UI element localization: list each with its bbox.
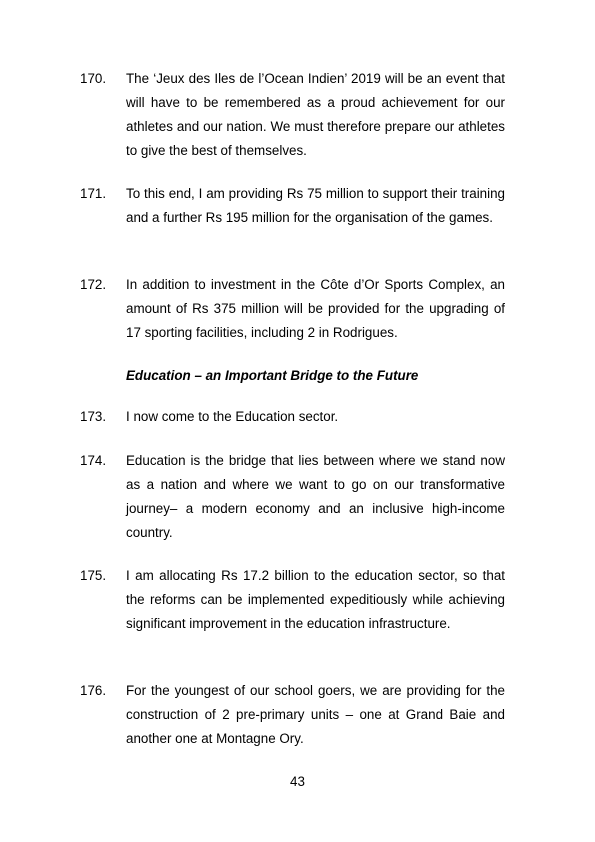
paragraph-175: [80, 564, 505, 636]
paragraph-174: [80, 449, 505, 545]
paragraph-number: 172.: [80, 277, 107, 292]
paragraph-172: [80, 273, 505, 345]
paragraph-number: 173.: [80, 409, 107, 424]
paragraph-text: In addition to investment in the Côte d’Or Sports Complex, an amount of Rs 375 million will be provided for the upgrading of 17 sporting facilities, including 2 in Rodrigues.: [126, 277, 505, 340]
paragraph-173: [80, 405, 505, 429]
paragraph-text: The ‘Jeux des Iles de l’Ocean Indien’ 2019 will be an event that will have to be remembered as a proud achievement for our athletes and our nation. We must therefore prepare our athletes to give the best of themselves.: [126, 71, 505, 158]
paragraph-170: [80, 67, 505, 163]
page-number: 43: [290, 774, 305, 789]
paragraph-number: 175.: [80, 568, 107, 583]
paragraph-176: [80, 679, 505, 751]
paragraph-number: 176.: [80, 683, 107, 698]
paragraph-171: [80, 182, 505, 230]
paragraph-text: I now come to the Education sector.: [126, 409, 339, 424]
paragraph-text: Education is the bridge that lies between where we stand now as a nation and where we want to go on our transformative journey– a modern economy and an inclusive high-income country.: [126, 453, 505, 540]
paragraph-number: 171.: [80, 186, 107, 201]
paragraph-text: To this end, I am providing Rs 75 million to support their training and a further Rs 195 million for the organisation of the games.: [126, 186, 505, 225]
paragraph-number: 170.: [80, 71, 107, 86]
paragraph-text: I am allocating Rs 17.2 billion to the education sector, so that the reforms can be implemented expeditiously while achieving significant improvement in the education infrastructure.: [126, 568, 505, 631]
paragraph-text: For the youngest of our school goers, we are providing for the construction of 2 pre-primary units – one at Grand Baie and another one at Montagne Ory.: [126, 683, 505, 746]
paragraph-number: 174.: [80, 453, 107, 468]
section-heading: Education – an Important Bridge to the Future: [126, 368, 419, 383]
